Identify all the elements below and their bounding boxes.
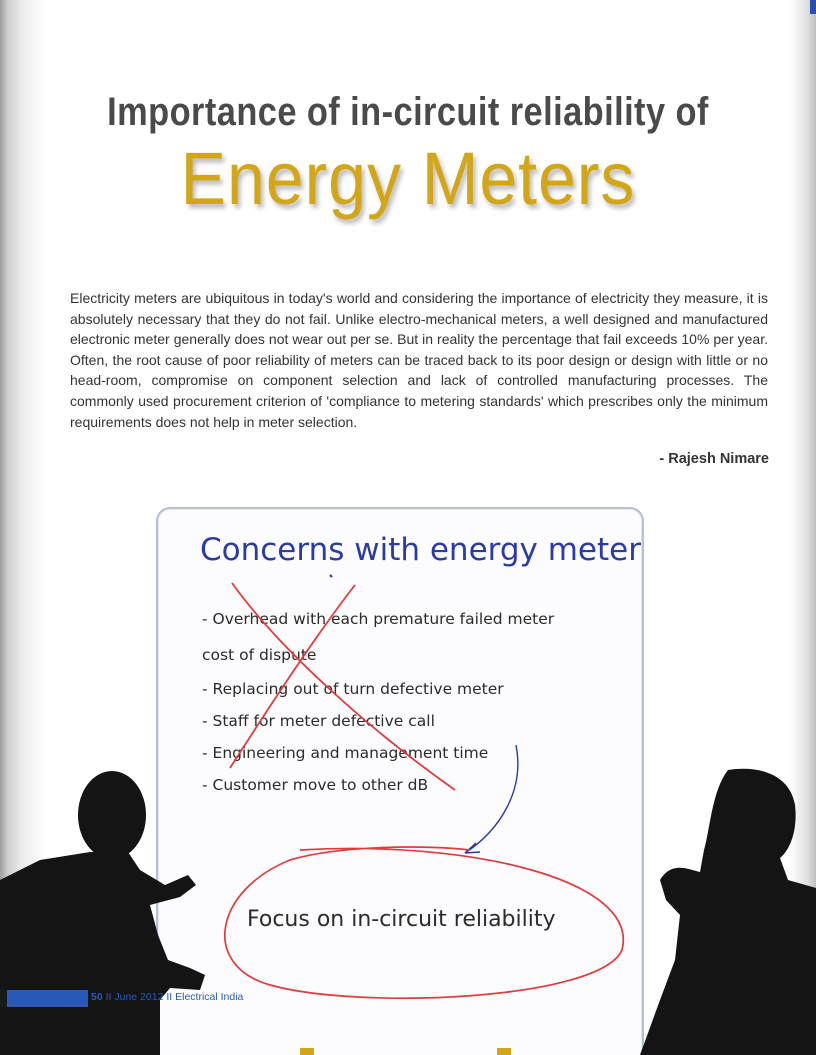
heading-dot (330, 575, 332, 577)
whiteboard-item: cost of dispute (202, 646, 317, 664)
issue-date: June 2012 (114, 991, 164, 1003)
footer-separator: II (166, 991, 173, 1003)
presenter-silhouette (0, 771, 205, 1055)
article-title-line1: Importance of in-circuit reliability of (107, 90, 709, 134)
article-title-line2: Energy Meters (180, 137, 636, 220)
footer-separator: II (105, 991, 112, 1003)
whiteboard-item: - Overhead with each premature failed meter (202, 610, 555, 628)
footer-accent-bar (0, 990, 88, 1007)
whiteboard-item: - Customer move to other dB (202, 776, 429, 794)
magazine-name: Electrical India (175, 991, 244, 1003)
footer-folio (91, 991, 243, 1003)
whiteboard-item: - Replacing out of turn defective meter (202, 680, 504, 698)
whiteboard-item: - Engineering and management time (202, 744, 489, 762)
whiteboard-conclusion: Focus on in-circuit reliability (247, 907, 556, 932)
article-intro: Electricity meters are ubiquitous in today's world and considering the importance of electricity they measure, it is absolutely necessary that they do not fail. Unlike electro-mechanical meters, a well designed and manufactured electronic meter generally does not wear out per se. But in reality the percentage that fail exceeds 10% per year. Often, the root cause of poor reliability of meters can be traced back to its poor design or design with little or no head-room, compromise on component selection and lack of controlled manufacturing processes. The commonly used procurement criterion of 'compliance to metering standards' which prescribes only the minimum requirements does not help in meter selection. (70, 290, 768, 430)
page-number: 50 (91, 991, 103, 1003)
whiteboard-heading: Concerns with energy meter (200, 532, 641, 568)
footer-accent-edge (0, 990, 7, 1007)
listener-silhouette (640, 769, 816, 1055)
article-author: - Rajesh Nimare (659, 451, 769, 467)
easel-foot (497, 1048, 511, 1055)
whiteboard-item: - Staff for meter defective call (202, 712, 435, 730)
easel-foot (300, 1048, 314, 1055)
